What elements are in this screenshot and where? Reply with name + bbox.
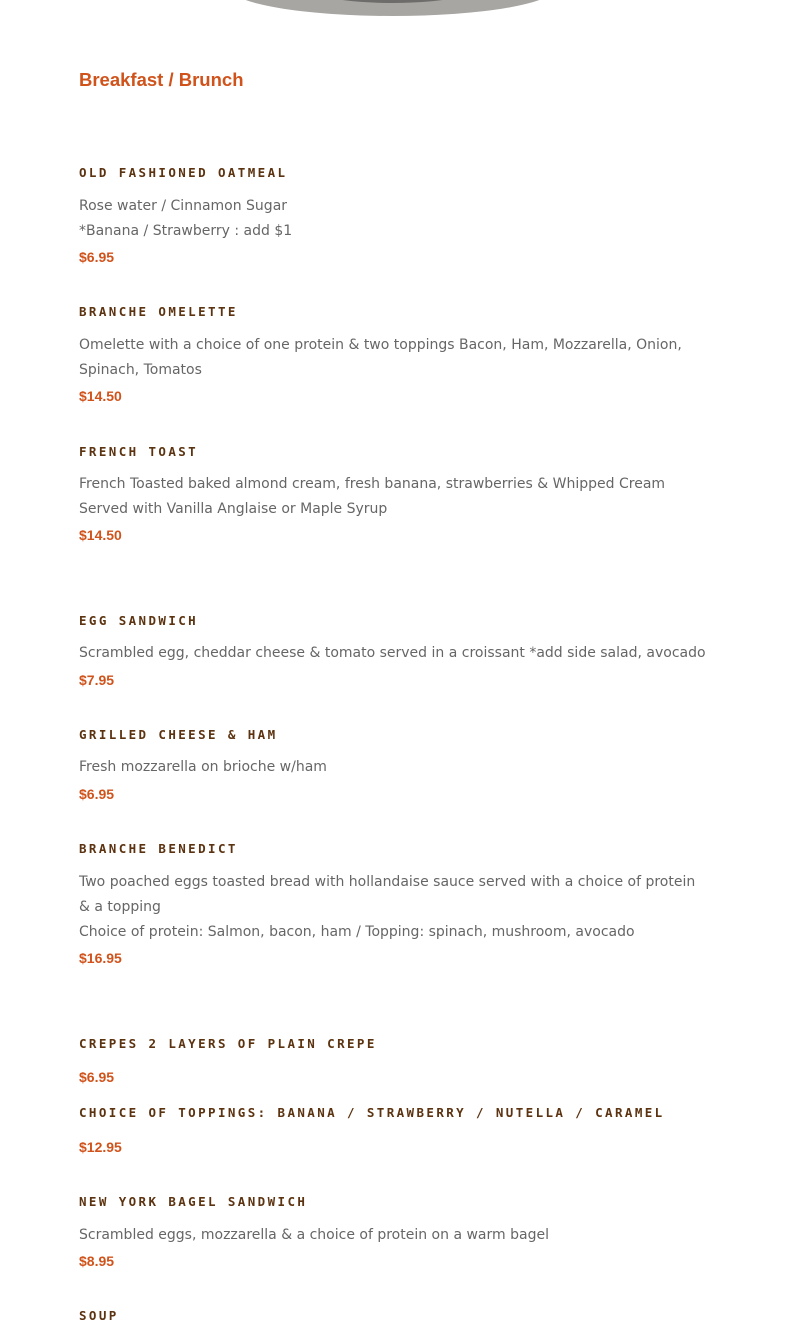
item-description: Scrambled eggs, mozzarella & a choice of protein on a warm bagel bbox=[79, 1227, 549, 1243]
item-name: GRILLED CHEESE & HAM bbox=[79, 727, 278, 742]
item-description: *Banana / Strawberry : add $1 bbox=[79, 223, 293, 239]
item-name: EGG SANDWICH bbox=[79, 613, 199, 628]
item-price: $14.50 bbox=[79, 527, 122, 543]
item-description: Two poached eggs toasted bread with hollandaise sauce served with a choice of protein & a topping bbox=[79, 874, 696, 915]
item-price: $6.95 bbox=[79, 249, 115, 265]
item-price: $7.95 bbox=[79, 672, 115, 688]
item-name: CREPES 2 LAYERS OF PLAIN CREPE bbox=[79, 1036, 377, 1051]
item-name: FRENCH TOAST bbox=[79, 444, 199, 459]
item-name: NEW YORK BAGEL SANDWICH bbox=[79, 1194, 308, 1209]
item-name: SOUP bbox=[79, 1308, 119, 1323]
item-name: CHOICE OF TOPPINGS: BANANA / STRAWBERRY / NUTELLA / CARAMEL bbox=[79, 1105, 665, 1120]
item-price: $12.95 bbox=[79, 1139, 122, 1155]
item-price: $16.95 bbox=[79, 950, 122, 966]
item-name: BRANCHE OMELETTE bbox=[79, 304, 238, 319]
section-title: Breakfast / Brunch bbox=[79, 69, 244, 90]
item-name: OLD FASHIONED OATMEAL bbox=[79, 165, 288, 180]
item-description: Rose water / Cinnamon Sugar bbox=[79, 198, 288, 214]
item-name: BRANCHE BENEDICT bbox=[79, 841, 238, 856]
item-price: $6.95 bbox=[79, 786, 115, 802]
item-description: French Toasted baked almond cream, fresh banana, strawberries & Whipped Cream Served with Vanilla Anglaise or Maple Syrup bbox=[79, 476, 666, 517]
item-description: Fresh mozzarella on brioche w/ham bbox=[79, 759, 327, 775]
item-price: $14.50 bbox=[79, 388, 122, 404]
item-description: Omelette with a choice of one protein & two toppings Bacon, Ham, Mozzarella, Onion, Spinach, Tomatos bbox=[79, 337, 682, 378]
item-price: $6.95 bbox=[79, 1069, 115, 1085]
item-description: Choice of protein: Salmon, bacon, ham / Topping: spinach, mushroom, avocado bbox=[79, 924, 635, 940]
item-description: Scrambled egg, cheddar cheese & tomato served in a croissant *add side salad, avocado bbox=[79, 645, 706, 661]
item-price: $8.95 bbox=[79, 1253, 115, 1269]
